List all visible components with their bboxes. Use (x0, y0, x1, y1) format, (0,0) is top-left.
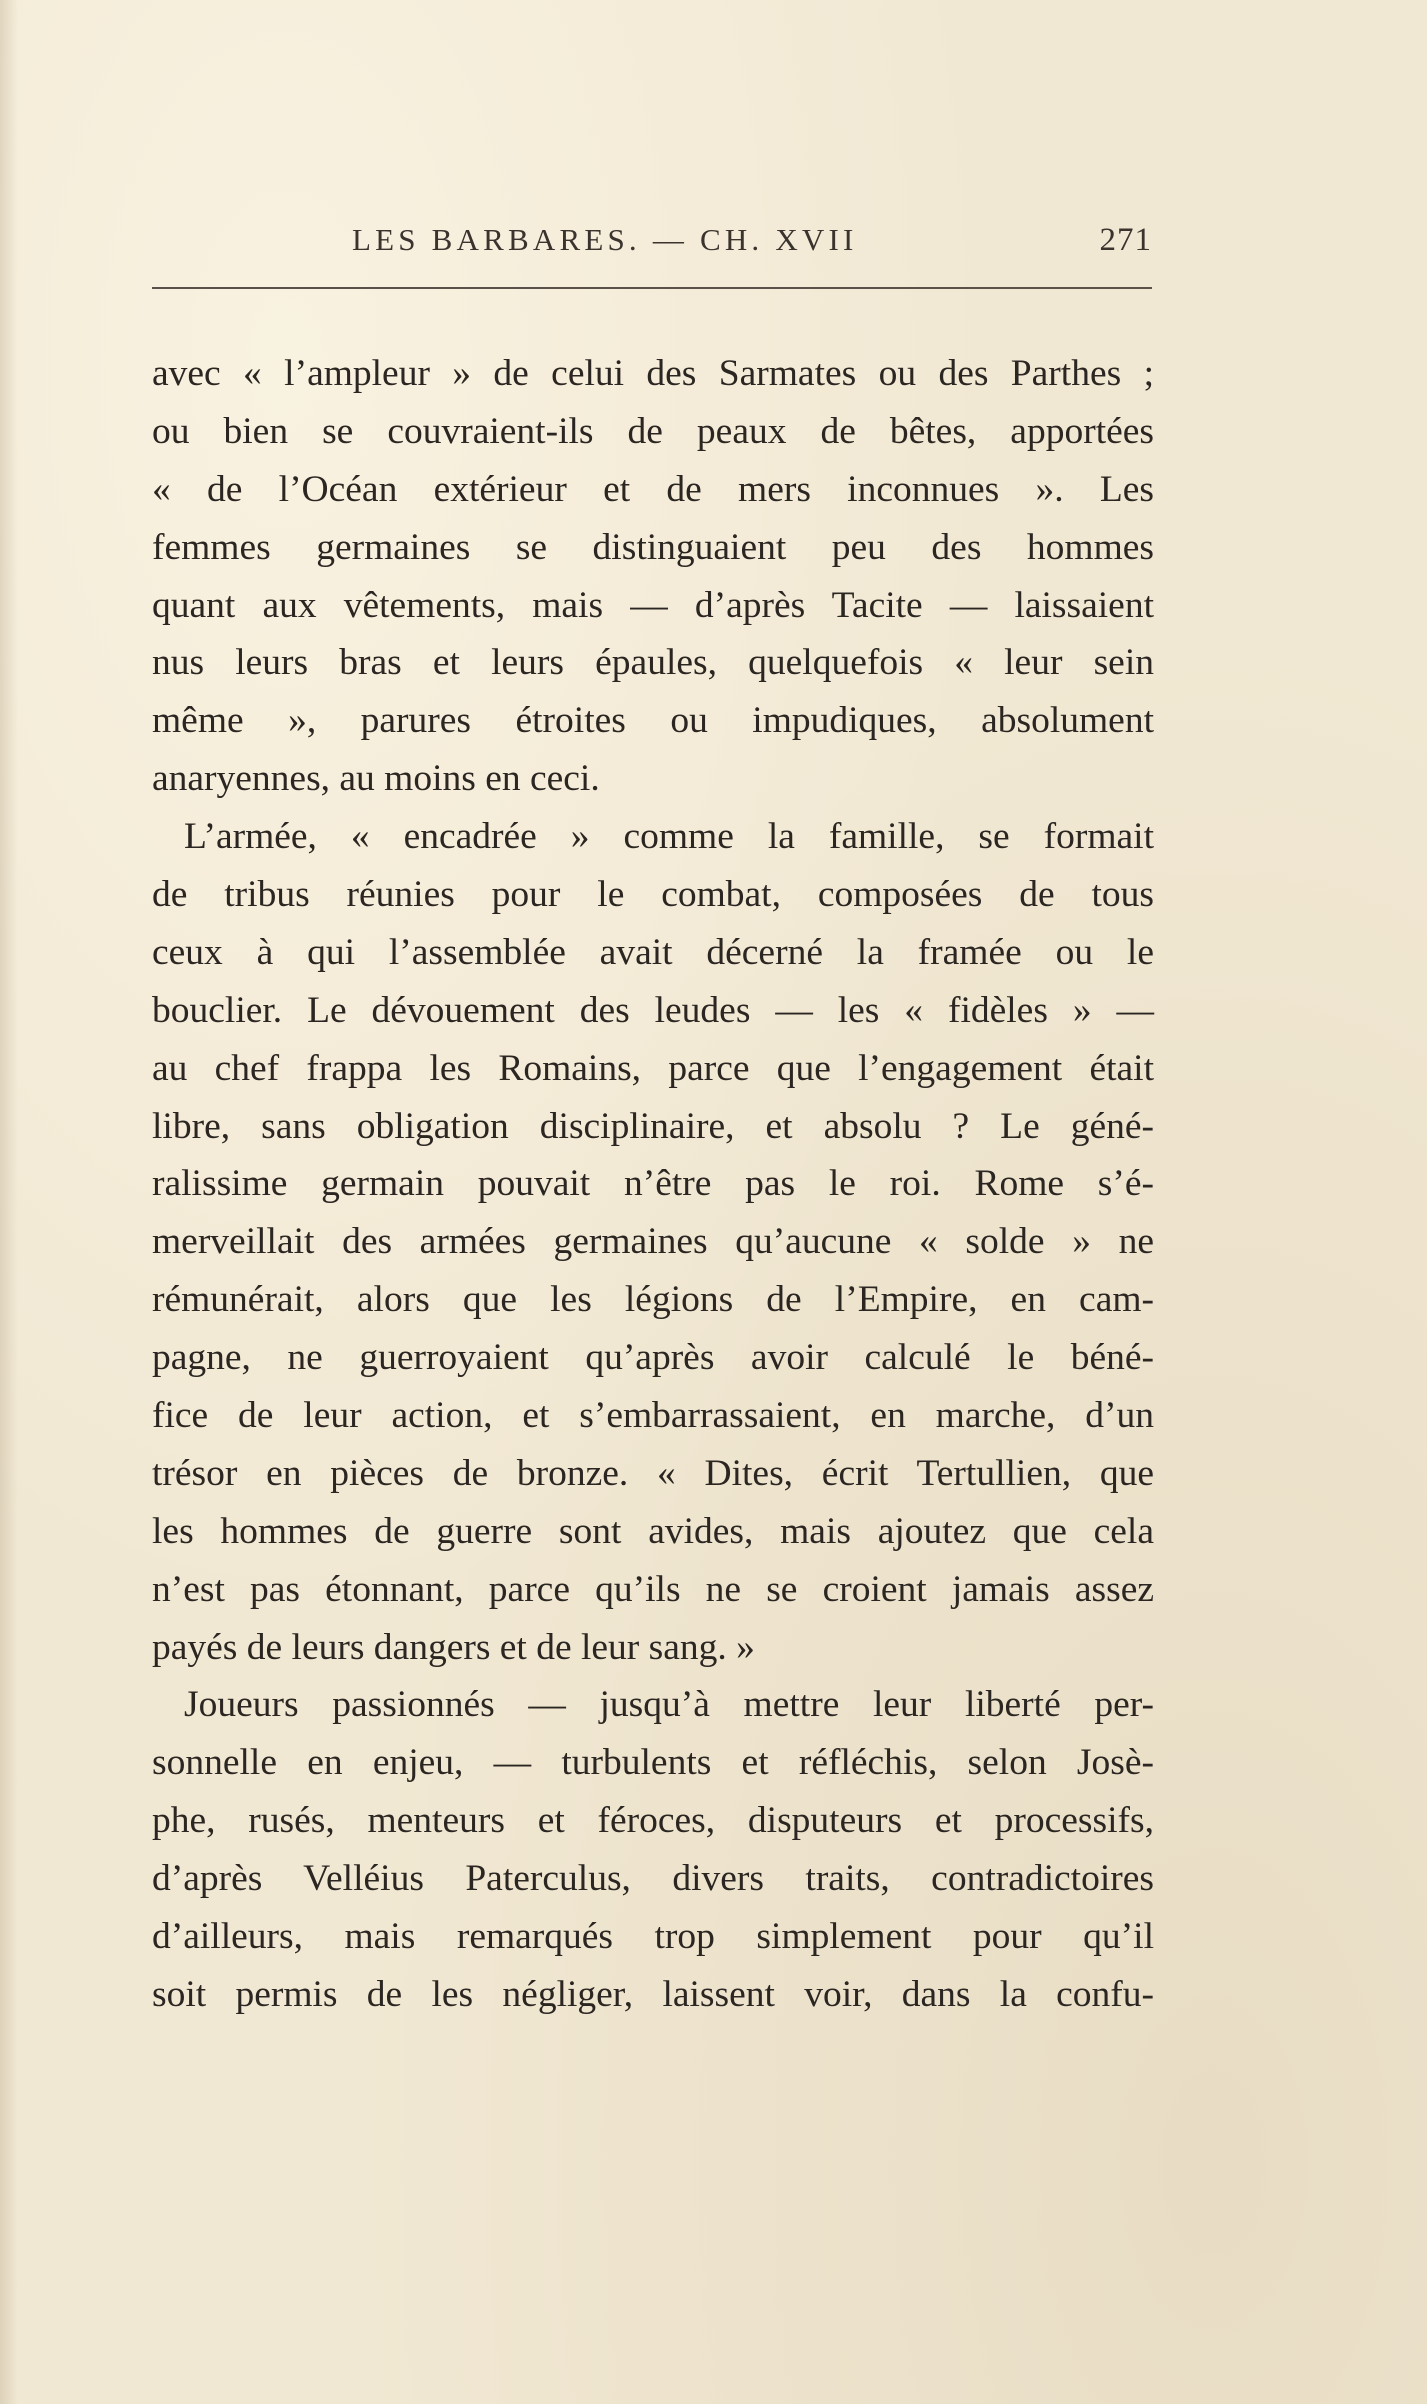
page-number: 271 (1099, 222, 1152, 258)
paragraph-end-line: payés de leurs dangers et de leur sang. » (152, 1626, 755, 1668)
text-line: soit permis de les négliger, laissent voir, dans la confu- (152, 1973, 1154, 2015)
page-edge-shadow (0, 0, 18, 2404)
text-line: « de l’Océan extérieur et de mers inconnues ». Les (152, 468, 1154, 510)
text-line: merveillait des armées germaines qu’aucune « solde » ne (152, 1221, 1154, 1263)
text-line: pagne, ne guerroyaient qu’après avoir calculé le béné- (152, 1337, 1154, 1379)
text-line: rémunérait, alors que les légions de l’Empire, en cam- (152, 1279, 1154, 1321)
paragraph-start-line: L’armée, « encadrée » comme la famille, se formait (184, 816, 1154, 858)
text-line: ralissime germain pouvait n’être pas le roi. Rome s’é- (152, 1163, 1154, 1205)
header-rule (152, 287, 1152, 289)
text-line: de tribus réunies pour le combat, composées de tous (152, 874, 1154, 916)
running-head (152, 222, 1152, 272)
text-line: même », parures étroites ou impudiques, absolument (152, 700, 1154, 742)
text-line: phe, rusés, menteurs et féroces, disputeurs et processifs, (152, 1800, 1154, 1842)
text-line: au chef frappa les Romains, parce que l’engagement était (152, 1047, 1154, 1089)
text-line: les hommes de guerre sont avides, mais ajoutez que cela (152, 1510, 1154, 1552)
text-line: d’ailleurs, mais remarqués trop simplement pour qu’il (152, 1916, 1154, 1958)
text-line: trésor en pièces de bronze. « Dites, écrit Tertullien, que (152, 1452, 1154, 1494)
text-line: n’est pas étonnant, parce qu’ils ne se croient jamais assez (152, 1568, 1154, 1610)
text-line: sonnelle en enjeu, — turbulents et réfléchis, selon Josè- (152, 1742, 1154, 1784)
paragraph-end-line: anaryennes, au moins en ceci. (152, 758, 600, 800)
text-line: libre, sans obligation disciplinaire, et absolu ? Le géné- (152, 1105, 1154, 1147)
text-line: bouclier. Le dévouement des leudes — les « fidèles » — (152, 989, 1154, 1031)
text-line: nus leurs bras et leurs épaules, quelquefois « leur sein (152, 642, 1154, 684)
text-line: d’après Velléius Paterculus, divers traits, contradictoires (152, 1858, 1154, 1900)
paragraph-start-line: Joueurs passionnés — jusqu’à mettre leur liberté per- (184, 1684, 1154, 1726)
body-text (152, 345, 1154, 2024)
running-title: LES BARBARES. — CH. XVII (352, 222, 858, 257)
text-line: ceux à qui l’assemblée avait décerné la framée ou le (152, 931, 1154, 973)
text-line: quant aux vêtements, mais — d’après Tacite — laissaient (152, 584, 1154, 626)
text-line: ou bien se couvraient-ils de peaux de bêtes, apportées (152, 410, 1154, 452)
text-line: avec « l’ampleur » de celui des Sarmates ou des Parthes ; (152, 353, 1154, 394)
text-line: femmes germaines se distinguaient peu des hommes (152, 526, 1154, 568)
text-line: fice de leur action, et s’embarrassaient, en marche, d’un (152, 1395, 1154, 1437)
